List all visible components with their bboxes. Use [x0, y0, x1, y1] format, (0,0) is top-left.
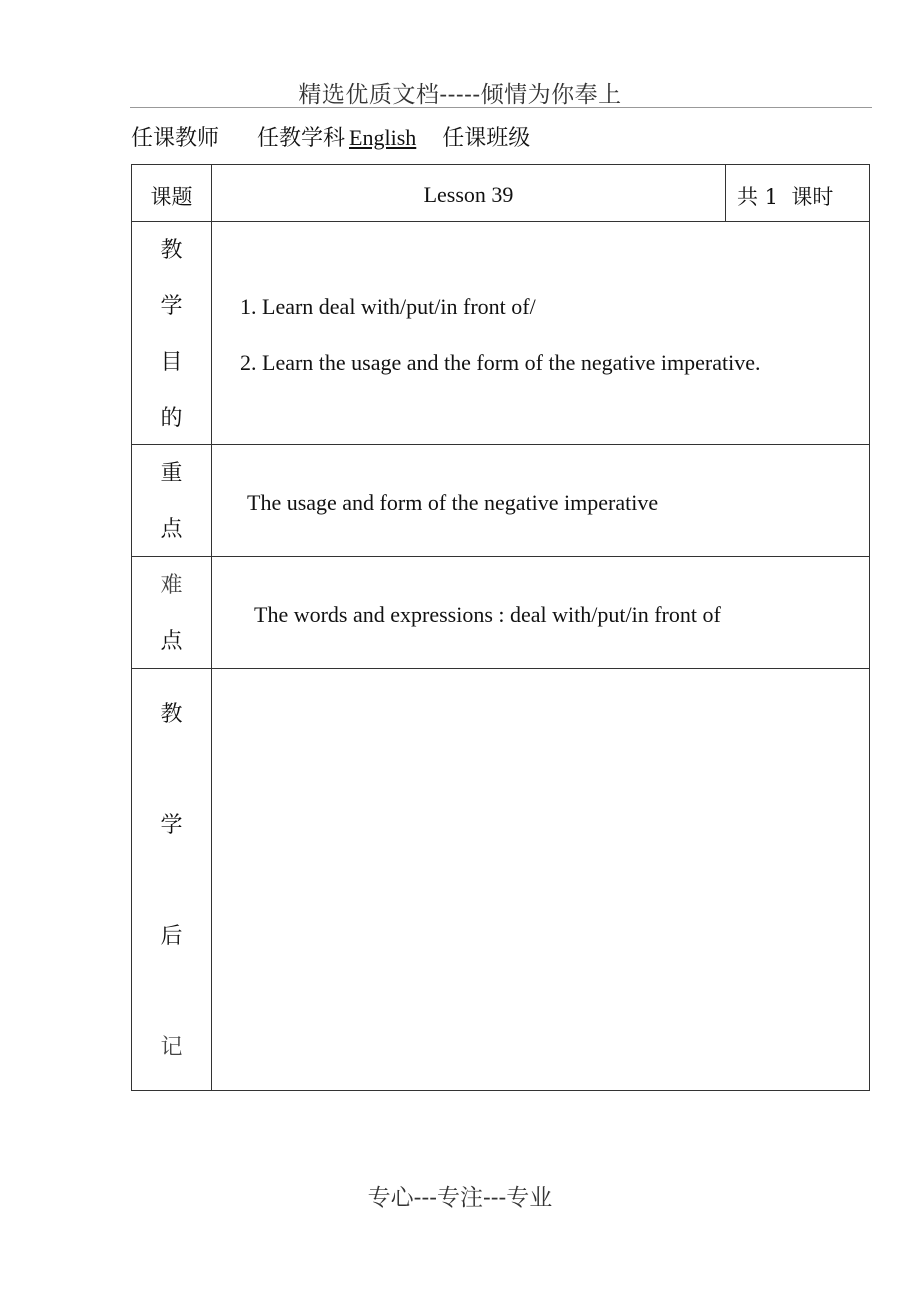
- goals-label-cell: [131, 221, 212, 445]
- notes-label-char: 后: [160, 924, 183, 949]
- goal-item: 1. Learn deal with/put/in front of/: [240, 294, 536, 319]
- subject-label: 任教学科: [257, 126, 346, 151]
- key-point-cell: [211, 444, 870, 557]
- periods-label: 共 1 课时: [737, 185, 834, 209]
- topic-value-cell: [211, 164, 726, 222]
- goals-label-char: 的: [160, 406, 183, 431]
- subject-value: English: [349, 125, 417, 150]
- topic-label-cell: [131, 164, 212, 222]
- goal-item: 2. Learn the usage and the form of the negative imperative.: [240, 350, 761, 375]
- key-label-char: 重: [160, 461, 183, 486]
- goals-label-char: 目: [160, 350, 183, 375]
- difficult-label-char: 点: [160, 629, 183, 654]
- teacher-info-line: [131, 121, 530, 152]
- topic-value: Lesson 39: [423, 182, 514, 207]
- notes-content-cell: [211, 668, 870, 1091]
- notes-label-char: 学: [160, 813, 183, 838]
- goals-label-char: 学: [160, 294, 183, 319]
- notes-label-char: 记: [160, 1035, 183, 1060]
- page-header-title: 精选优质文档-----倾情为你奉上: [298, 82, 622, 108]
- key-point-text: The usage and form of the negative imperative: [247, 490, 659, 515]
- goals-content-cell: [211, 221, 870, 445]
- page-footer: 专心---专注---专业: [367, 1185, 553, 1211]
- difficult-point-cell: [211, 556, 870, 669]
- periods-cell: [725, 164, 870, 222]
- header-divider: [130, 107, 872, 108]
- difficult-label-cell: [131, 556, 212, 669]
- goals-label-char: 教: [160, 238, 183, 263]
- class-label: 任课班级: [442, 126, 531, 151]
- notes-label-cell: [131, 668, 212, 1091]
- difficult-label-char: 难: [160, 573, 183, 598]
- notes-label-char: 教: [160, 702, 183, 727]
- teacher-label: 任课教师: [131, 126, 220, 151]
- difficult-point-text: The words and expressions : deal with/put/in front of: [254, 602, 721, 627]
- key-label-char: 点: [160, 517, 183, 542]
- topic-label: 课题: [150, 185, 193, 209]
- key-label-cell: [131, 444, 212, 557]
